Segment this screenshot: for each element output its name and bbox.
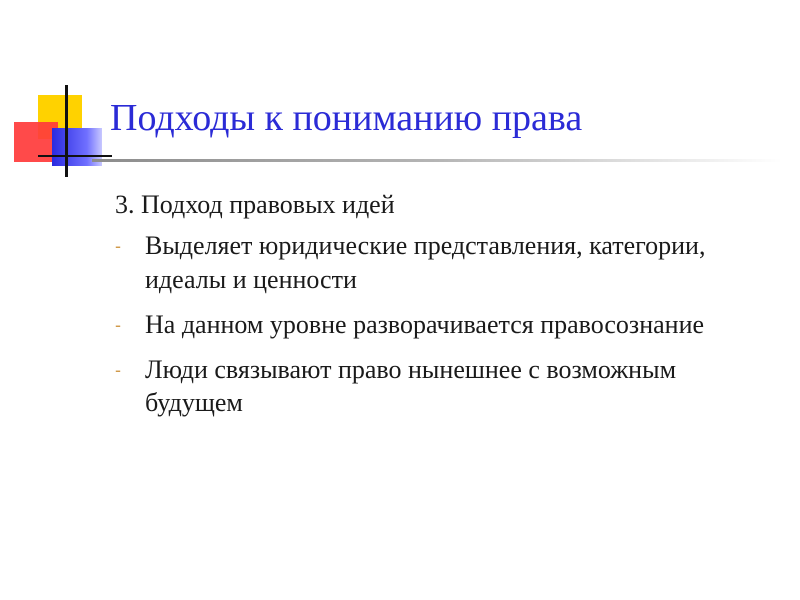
bullet-item [115, 353, 775, 420]
logo-horizontal-line [38, 155, 112, 157]
bullet-text: Выделяет юридические представления, категории, идеалы и ценности [145, 231, 706, 294]
bullet-item [115, 308, 775, 341]
bullet-item [115, 229, 775, 296]
bullet-text: На данном уровне разворачивается правосознание [145, 309, 705, 339]
slide-content [115, 188, 775, 432]
bullet-text: Люди связывают право нынешнее с возможным будущем [145, 355, 677, 418]
title-underline [92, 159, 782, 162]
bullet-dash-icon: - [115, 314, 121, 335]
section-heading: 3. Подход правовых идей [115, 190, 395, 219]
bullet-dash-icon: - [115, 360, 121, 381]
logo-vertical-line [65, 85, 68, 177]
slide-title: Подходы к пониманию права [110, 97, 583, 139]
bullet-list [115, 229, 775, 419]
bullet-dash-icon: - [115, 236, 121, 257]
